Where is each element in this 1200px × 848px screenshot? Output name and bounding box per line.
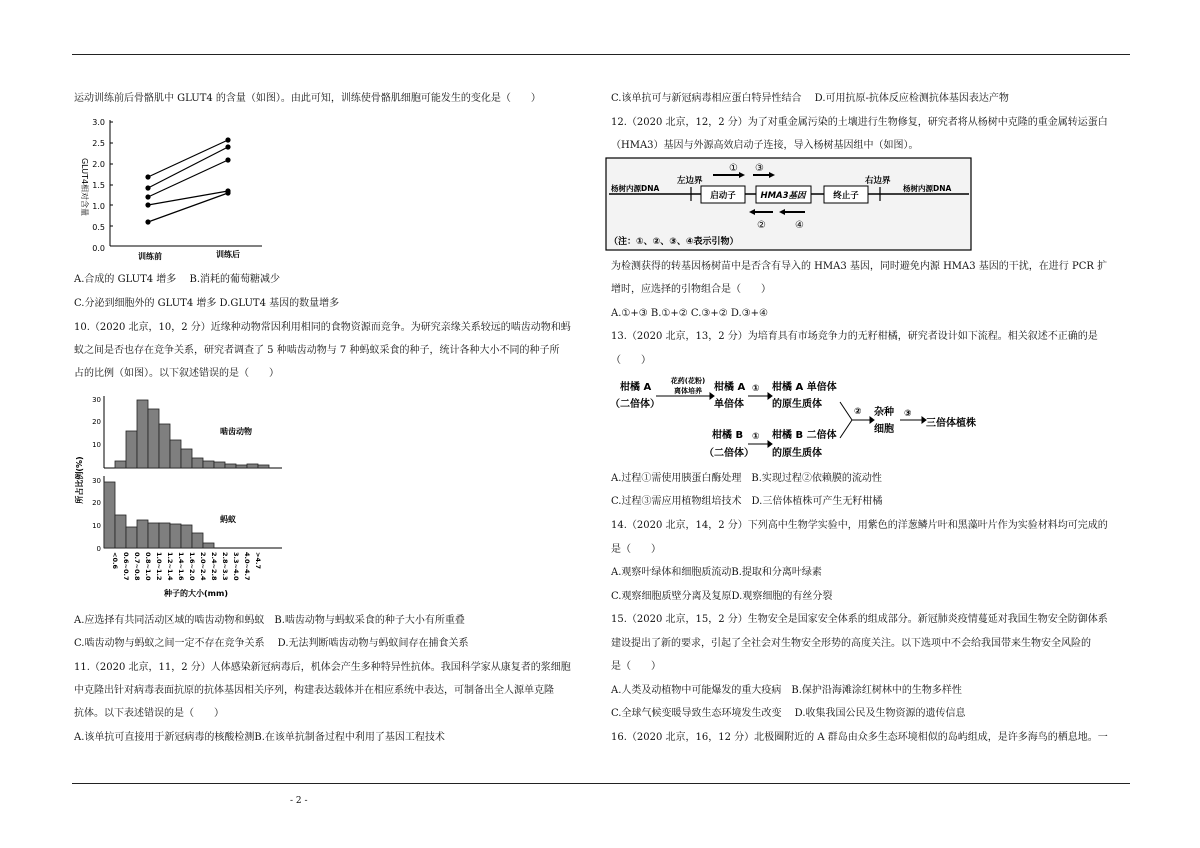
ant-bar <box>170 524 181 548</box>
hybrid-cell-1: 杂种 <box>874 407 894 418</box>
q11-options-ab: A.该单抗可直接用于新冠病毒的核酸检测B.在该单抗制备过程中利用了基因工程技术 <box>74 732 445 743</box>
histogram-xtick: 2.8~3.3 <box>221 552 229 581</box>
rodent-bar <box>192 458 203 468</box>
glut4-ytick: 2.5 <box>92 139 105 148</box>
q13-stem-line1: 13.（2020 北京，13，2 分）为培育具有市场竞争力的无籽柑橘，研究者设计如下流程。相关叙述不正确的是 <box>611 331 1098 342</box>
hma3-construct-diagram <box>605 157 972 251</box>
q10-stem-line2: 蚁之间是否也存在竞争关系，研究者调查了 5 种啮齿动物与 7 种蚂蚁采食的种子，统计各种大小不同的种子所 <box>74 345 560 356</box>
primer-2: ② <box>757 220 766 231</box>
q12-stem-line4: 增时，应选择的引物组合是（ ） <box>611 284 771 295</box>
promoter-label: 启动子 <box>710 191 736 201</box>
citrus-b-diploid: （二倍体） <box>704 448 754 459</box>
glut4-series-line <box>148 140 228 177</box>
q14-stem-line2: 是（ ） <box>611 544 661 555</box>
histogram-ytick: 10 <box>92 522 101 530</box>
ant-bar <box>192 533 203 548</box>
glut4-line-chart <box>72 112 272 264</box>
triploid-plant: 三倍体植株 <box>926 418 976 429</box>
rodent-bar <box>159 424 170 468</box>
glut4-ytick: 3.0 <box>92 118 105 127</box>
histogram-xtick: 0.8~1.0 <box>144 552 152 581</box>
histogram-xtick: 3.3~4.0 <box>232 552 240 581</box>
left-endogenous-dna: 杨树内源DNA <box>611 184 660 193</box>
glut4-xtick-after: 训练后 <box>216 250 240 259</box>
q12-stem-line1: 12.（2020 北京，12，2 分）为了对重金属污染的土壤进行生物修复，研究者将从杨树中克隆的重金属转运蛋白 <box>611 117 1108 128</box>
hma3-gene-label: HMA3基因 <box>760 191 806 201</box>
ant-bar <box>203 543 214 548</box>
q11-stem-line1: 11.（2020 北京，11，2 分）人体感染新冠病毒后，机体会产生多种特异性抗体。我国科学家从康复者的浆细胞 <box>74 662 571 673</box>
glut4-ytick: 0.5 <box>92 223 105 232</box>
q11-options-cd: C.该单抗可与新冠病毒相应蛋白特异性结合 D.可用抗原-抗体反应检测抗体基因表达产物 <box>611 93 1009 104</box>
glut4-series-line <box>148 147 228 188</box>
rodent-bar <box>181 449 192 468</box>
rodent-bar <box>170 440 181 468</box>
q15-stem-line2: 建设提出了新的要求，引起了全社会对生物安全形势的高度关注。以下选项中不会给我国带来生物安全风险的 <box>611 638 1091 649</box>
primer-4: ④ <box>795 220 804 231</box>
terminator-label: 终止子 <box>833 191 859 201</box>
q14-options-ab: A.观察叶绿体和细胞质流动B.提取和分离叶绿素 <box>611 567 822 578</box>
protoplast-b-2: 的原生质体 <box>772 448 822 459</box>
arrow-label-bottom: 离体培养 <box>674 387 702 395</box>
q13-options-ab: A.过程①需使用胰蛋白酶处理 B.实现过程②依赖膜的流动性 <box>611 473 882 484</box>
histogram-xtick: >4.7 <box>254 552 262 569</box>
glut4-ylabel: GLUT4相对含量 <box>80 157 89 217</box>
glut4-ytick: 1.5 <box>92 181 105 190</box>
ant-bar <box>181 525 192 548</box>
glut4-series-line <box>148 191 228 205</box>
citrus-breeding-flowchart <box>608 374 980 466</box>
rodent-bar <box>115 461 126 468</box>
histogram-xtick: 1.4~1.6 <box>177 552 185 581</box>
step-3: ③ <box>904 409 912 419</box>
histogram-xtick: 4.0~4.7 <box>243 552 251 581</box>
q12-stem-line2: （HMA3）基因与外源高效启动子连接，导入杨树基因组中（如图）。 <box>611 140 919 151</box>
bottom-rule <box>72 783 1130 784</box>
histogram-ytick: 30 <box>92 477 101 485</box>
q10-options-cd: C.啮齿动物与蚂蚁之间一定不存在竞争关系 D.无法判断啮齿动物与蚂蚁间存在捕食关系 <box>74 638 469 649</box>
ant-bar <box>115 515 126 548</box>
citrus-a-diploid: （二倍体） <box>610 399 660 410</box>
glut4-ytick: 2.0 <box>92 160 105 169</box>
arrow-label-top: 花药(花粉) <box>670 377 706 385</box>
citrus-a: 柑橘 A <box>620 382 652 393</box>
step-2: ② <box>854 407 862 417</box>
rodent-bar <box>148 409 159 468</box>
q13-options-cd: C.过程③需应用植物组培技术 D.三倍体植株可产生无籽柑橘 <box>611 496 883 507</box>
rodent-bar <box>258 465 269 468</box>
q10-stem-line3: 占的比例（如图）。以下叙述错误的是（ ） <box>74 368 279 379</box>
primer-1: ① <box>729 163 738 174</box>
protoplast-b-1: 柑橘 B 二倍体 <box>772 430 837 441</box>
q15-stem-line1: 15.（2020 北京，15，2 分）生物安全是国家安全体系的组成部分。新冠肺炎疫情蔓延对我国生物安全防御体系 <box>611 614 1108 625</box>
glut4-xtick-before: 训练前 <box>138 252 162 261</box>
q12-stem-line3: 为检测获得的转基因杨树苗中是否含有导入的 HMA3 基因，同时避免内源 HMA3 基因的干扰，在进行 PCR 扩 <box>611 261 1108 272</box>
histogram-ytick: 30 <box>92 396 101 404</box>
q14-stem-line1: 14.（2020 北京，14，2 分）下列高中生物学实验中，用紫色的洋葱鳞片叶和黑藻叶片作为实验材料均可完成的 <box>611 520 1108 531</box>
right-border-label: 右边界 <box>865 176 891 186</box>
q10-options-ab: A.应选择有共同活动区域的啮齿动物和蚂蚁 B.啮齿动物与蚂蚁采食的种子大小有所重叠 <box>74 615 465 626</box>
histogram-xtick: 2.0~2.4 <box>199 552 207 581</box>
q13-stem-line2: （ ） <box>611 355 651 366</box>
rodent-bar <box>203 461 214 468</box>
histogram-xtick: 1.2~1.4 <box>166 552 174 581</box>
histogram-ytick: 20 <box>92 499 101 507</box>
q15-options-cd: C.全球气候变暖导致生态环境发生改变 D.收集我国公民及生物资源的遗传信息 <box>611 708 966 719</box>
rodent-bar <box>236 465 247 468</box>
histogram-xtick: 2.4~2.8 <box>210 552 218 581</box>
primer-note: （注：①、②、③、④表示引物） <box>609 237 739 247</box>
step-1-bottom: ① <box>752 432 760 442</box>
histogram-ytick: 0 <box>96 545 101 553</box>
hybrid-cell-2: 细胞 <box>874 424 894 435</box>
ant-bar <box>126 527 137 548</box>
rodent-bar <box>225 464 236 468</box>
histogram-ytick: 10 <box>92 441 101 449</box>
glut4-series-line <box>148 160 228 197</box>
protoplast-a-1: 柑橘 A 单倍体 <box>772 382 837 393</box>
q15-stem-line3: 是（ ） <box>611 661 661 672</box>
top-rule <box>72 54 1130 55</box>
ant-label: 蚂蚁 <box>220 515 236 524</box>
q9-stem: 运动训练前后骨骼肌中 GLUT4 的含量（如图）。由此可知，训练使骨骼肌细胞可能发生的变化是（ ） <box>74 93 541 104</box>
primer-3: ③ <box>755 163 764 174</box>
citrus-b: 柑橘 B <box>712 430 744 441</box>
rodent-bar <box>214 462 225 468</box>
step-1-top: ① <box>752 384 760 394</box>
histogram-xtick: 1.6~2.0 <box>188 552 196 581</box>
q9-options-cd: C.分泌到细胞外的 GLUT4 增多 D.GLUT4 基因的数量增多 <box>74 298 340 309</box>
glut4-series-line <box>148 193 228 222</box>
histogram-xtick: 0.6~0.7 <box>122 552 130 581</box>
q11-stem-line3: 抗体。以下表述错误的是（ ） <box>74 708 224 719</box>
right-endogenous-dna: 杨树内源DNA <box>903 184 952 193</box>
histogram-xlabel: 种子的大小(mm) <box>164 589 228 598</box>
ant-bar <box>104 482 115 548</box>
q16-stem-line1: 16.（2020 北京，16，12 分）北极圈附近的 A 群岛由众多生态环境相似的岛屿组成，是许多海鸟的栖息地。一 <box>611 732 1108 743</box>
histogram-ylabel: 所占比例(%) <box>75 456 84 504</box>
q11-stem-line2: 中克隆出针对病毒表面抗原的抗体基因相关序列，构建表达载体并在相应系统中表达，可制备出全人源单克隆 <box>74 685 554 696</box>
glut4-ytick: 1.0 <box>92 202 105 211</box>
rodent-bar <box>126 431 137 468</box>
q10-stem-line1: 10.（2020 北京，10，2 分）近缘种动物常因利用相同的食物资源而竞争。为研究亲缘关系较远的啮齿动物和蚂 <box>74 322 571 333</box>
left-border-label: 左边界 <box>677 176 703 186</box>
glut4-ytick: 0.0 <box>92 244 105 253</box>
citrus-a-haploid-1: 柑橘 A <box>714 382 746 393</box>
seed-size-histogram <box>72 392 287 602</box>
ant-bar <box>137 520 148 548</box>
rodent-bar <box>247 464 258 468</box>
histogram-xtick: <0.6 <box>111 552 119 569</box>
q14-options-cd: C.观察细胞质壁分离及复原D.观察细胞的有丝分裂 <box>611 591 833 602</box>
ant-bar <box>159 523 170 548</box>
rodent-label: 啮齿动物 <box>220 427 252 436</box>
q12-options: A.①+③ B.①+② C.③+② D.③+④ <box>611 308 769 319</box>
rodent-bar <box>137 400 148 468</box>
histogram-xtick: 1.0~1.2 <box>155 552 163 581</box>
histogram-ytick: 20 <box>92 418 101 426</box>
q15-options-ab: A.人类及动植物中可能爆发的重大疫病 B.保护沿海滩涂红树林中的生物多样性 <box>611 685 962 696</box>
histogram-xtick: 0.7~0.8 <box>133 552 141 581</box>
q9-options-ab: A.合成的 GLUT4 增多 B.消耗的葡萄糖减少 <box>74 274 281 285</box>
citrus-a-haploid-2: 单倍体 <box>714 399 744 410</box>
page-number: - 2 - <box>290 796 308 806</box>
protoplast-a-2: 的原生质体 <box>772 399 822 410</box>
ant-bar <box>148 523 159 548</box>
